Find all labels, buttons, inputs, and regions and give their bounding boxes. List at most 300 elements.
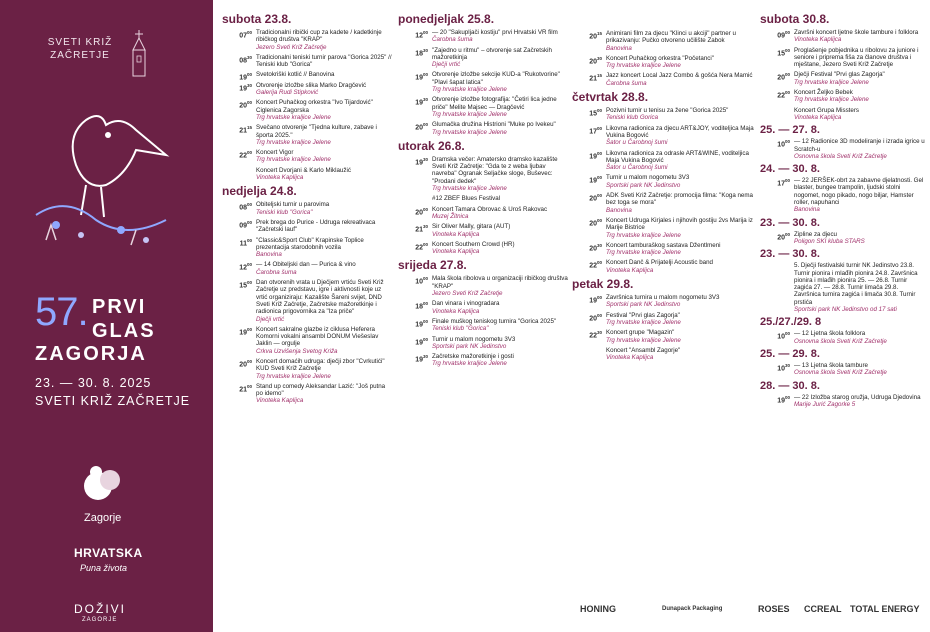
event-location: Teniski klub Gorica: [606, 114, 659, 122]
event-text: Koncert Danč & Prijatelji Acoustic band: [606, 259, 713, 267]
event-hour: 10: [415, 278, 423, 286]
event-text: — 22 JERŠEK-obrt za zabavne djelatnosti. Gel blaster, bungee trampolin, ljudski stolni nogomet, nogo pikado, nogo biljar, Hamster roller, napuhanci: [794, 177, 924, 207]
event-item: [398, 300, 568, 315]
event-hour: 20: [589, 33, 597, 41]
event-text: Koncert Puhačkog orkestra "Početanci": [606, 54, 714, 62]
event-text: Koncert Tamara Obrovac & Uroš Rakovac: [432, 205, 548, 213]
event-location: Sportski park NK Jedinstvo: [606, 181, 681, 189]
event-item: [398, 71, 568, 93]
event-time: [760, 177, 790, 188]
event-item: [398, 121, 568, 136]
sponsor-bar: [580, 596, 920, 626]
event-minute: 30: [422, 97, 428, 103]
event-hour: 20: [589, 195, 597, 203]
event-minute: 30: [596, 330, 602, 336]
event-time: [760, 138, 790, 149]
event-time: [222, 279, 252, 290]
event-location: Trg hrvatske kraljice Jelene: [606, 62, 681, 70]
event-location: Čarobna šuma: [606, 79, 647, 87]
sponsor-logo: ROSES: [758, 604, 790, 614]
event-location: Trg hrvatske kraljice Jelene: [606, 249, 681, 257]
event-text: Sir Oliver Mally, gitara (AUT): [432, 223, 511, 231]
sponsor-logo: HONING: [580, 604, 616, 614]
event-hour: 19: [239, 85, 247, 93]
date-range-heading: 25. — 29. 8.: [760, 347, 820, 360]
day-heading: nedjelja 24.8.: [222, 184, 297, 199]
event-item: [222, 261, 392, 276]
event-minute: 30: [422, 156, 428, 162]
event-item: [572, 242, 762, 257]
event-text: Završnica turnira u malom nogometu 3V3: [606, 294, 720, 302]
event-time: [572, 312, 602, 323]
event-text: Dramska večer: Amatersko dramsko kazalište Sveti Križ Začretje: "Gda te z weba ljubav navreba" Ogranak Seljačke sloge, Buševec: "Prodani dedek": [432, 155, 558, 185]
event-hour: 19: [589, 152, 597, 160]
event-minute: 00: [422, 241, 428, 247]
day-heading: utorak 26.8.: [398, 138, 465, 153]
event-item: [572, 150, 762, 172]
event-hour: 17: [589, 128, 597, 135]
event-time: [398, 96, 428, 107]
event-minute: 00: [784, 47, 790, 53]
event-text: Turnir u malom nogometu 3V3: [432, 335, 516, 343]
event-minute: 00: [246, 100, 252, 106]
event-text: — 14 Obiteljski dan — Purica & vino: [256, 261, 356, 269]
event-location: Marije Jurić Zagorke 5: [794, 400, 856, 408]
event-hour: 08: [239, 204, 247, 212]
festival-word1: PRVI: [92, 296, 147, 318]
event-time: [572, 107, 602, 118]
event-location: Vinoteka Kaplijca: [256, 397, 304, 405]
event-item: [222, 149, 392, 164]
event-location: Trg hrvatske kraljice Jelene: [256, 113, 331, 121]
event-minute: 00: [246, 202, 252, 208]
event-text: Tradicionalni ribički cup za kadete / kadetkinje ribičkog društva "KRAP": [256, 29, 382, 44]
event-hour: 19: [415, 99, 423, 107]
event-hour: 20: [415, 124, 423, 132]
event-hour: 20: [239, 102, 247, 110]
event-text: — 22 Izložba starog oružja, Udruga Djedovina: [794, 393, 921, 401]
event-hour: 22: [589, 332, 597, 340]
event-item: [760, 138, 925, 160]
event-hour: 20: [589, 314, 597, 322]
event-time: [572, 174, 602, 185]
event-location: Trg hrvatske kraljice Jelene: [794, 78, 869, 86]
event-item: [760, 47, 925, 69]
event-minute: 00: [246, 219, 252, 225]
event-minute: 00: [246, 358, 252, 364]
event-minute: 00: [596, 175, 602, 181]
event-text: Koncert Vigor: [256, 149, 294, 157]
event-location: Vinoteka Kaplijca: [256, 174, 304, 182]
event-item: [760, 29, 925, 44]
event-time: [398, 318, 428, 329]
event-location: Trg hrvatske kraljice Jelene: [606, 336, 681, 344]
event-item: [398, 318, 568, 333]
event-time: [398, 300, 428, 311]
event-minute: 00: [246, 30, 252, 35]
event-hour: 10: [777, 365, 785, 373]
event-location: Jezero Sveti Križ Začretje: [432, 290, 503, 298]
event-hour: 20: [239, 361, 247, 369]
event-location: Šator u Čarobnoj šumi: [606, 139, 668, 147]
festival-number: 57.: [35, 290, 88, 334]
event-time: [222, 219, 252, 230]
event-item: [572, 294, 762, 309]
event-time: [222, 99, 252, 110]
event-time: [222, 54, 252, 65]
event-location: Trg hrvatske kraljice Jelene: [606, 318, 681, 326]
event-minute: 00: [596, 193, 602, 199]
event-minute: 15: [596, 73, 602, 79]
event-minute: 00: [246, 383, 252, 389]
event-text: Otvorenje izložbe slika Marko Dragčević: [256, 81, 367, 89]
event-time: [572, 72, 602, 83]
event-hour: 15: [589, 110, 597, 118]
event-hour: 21: [239, 127, 247, 135]
event-minute: 00: [422, 336, 428, 342]
event-minute: 00: [784, 394, 790, 400]
event-item: [222, 358, 392, 380]
event-time: [572, 294, 602, 305]
event-hour: 20: [777, 74, 785, 82]
event-location: Teniski klub "Gorica": [432, 325, 489, 333]
event-location: Poligon SKI kluba STARS: [794, 237, 865, 245]
event-time: [572, 242, 602, 253]
event-location: Vinoteka Kaplijca: [794, 36, 842, 44]
sponsor-logo: TOTAL ENERGY: [850, 604, 920, 614]
event-item: [398, 336, 568, 351]
event-location: Vinoteka Kaplijca: [606, 266, 654, 274]
event-time: [222, 237, 252, 248]
event-minute: 00: [596, 312, 602, 318]
event-minute: 00: [246, 237, 252, 243]
event-text: Mala škola ribolova u organizaciji ribičkog društva "KRAP": [432, 275, 568, 290]
event-time: [398, 336, 428, 347]
event-time: [222, 82, 252, 93]
event-minute: 00: [422, 318, 428, 324]
event-text: Koncert grupe "Magazin": [606, 329, 675, 337]
event-item: [222, 326, 392, 355]
event-minute: 00: [784, 178, 790, 184]
event-minute: 00: [596, 217, 602, 223]
event-time: [222, 29, 252, 40]
event-minute: 00: [596, 295, 602, 301]
event-location: Trg hrvatske kraljice Jelene: [606, 231, 681, 239]
event-minute: 00: [422, 206, 428, 212]
event-text: Prek brega do Purice - Udruga rekreativaca "Začretski lauf": [256, 218, 376, 234]
event-hour: 22: [415, 244, 423, 252]
event-time: [222, 261, 252, 272]
event-minute: 15: [596, 31, 602, 36]
event-item: [572, 329, 762, 344]
event-hour: 19: [415, 356, 423, 364]
event-location: Vinoteka Kaplijca: [432, 230, 480, 238]
event-text: #12 ZBEF Blues Festival: [432, 195, 501, 203]
event-hour: 19: [589, 177, 597, 185]
event-minute: 30: [784, 362, 790, 368]
event-hour: 10: [777, 333, 785, 341]
event-time: [398, 353, 428, 364]
event-item: [572, 174, 762, 189]
day-heading: srijeda 27.8.: [398, 258, 467, 273]
event-time: [572, 329, 602, 340]
event-time: [760, 47, 790, 58]
event-text: Koncert Puhačkog orkestra "Ivo Tijardović" Ciglenica Zagorska: [256, 99, 373, 114]
event-text: Likovna radionica za djecu ART&JOY, voditeljica Maja Vukina Bogović: [606, 124, 754, 139]
event-hour: 20: [589, 220, 597, 228]
event-item: [760, 330, 925, 345]
event-text: Proglašenje pobjednika u ribolovu za juniore i seniore i priprema fiša za članove društva i mještane, Jezero Sveti Križ Začretje: [794, 46, 919, 69]
event-item: [572, 259, 762, 274]
event-text: Finale muškog teniskog turnira "Gorica 2025": [432, 317, 557, 325]
event-item: [398, 195, 568, 202]
event-text: ADK Sveti Križ Začretje: promocija filma: "Koga nema bez toga se mora": [606, 192, 753, 207]
event-location: Dječji vrtić: [432, 61, 461, 69]
date-range-heading: 23. — 30. 8.: [760, 248, 820, 261]
event-text: Koncert domaćih udruga: dječji zbor "Cvrkutići" KUD Sveti Križ Začretje: [256, 357, 385, 373]
event-item: [760, 262, 925, 313]
event-location: Trg hrvatske kraljice Jelene: [432, 86, 507, 94]
event-time: [760, 394, 790, 405]
event-hour: 12: [239, 264, 247, 272]
event-minute: 30: [596, 242, 602, 248]
event-location: Sportski park NK Jedinstvo: [432, 342, 507, 350]
event-location: Muzej Žitnica: [432, 212, 469, 220]
event-text: Završni koncert ljetne škole tambure i folklora: [794, 29, 919, 36]
event-hour: 19: [589, 297, 597, 305]
event-hour: 21: [589, 75, 597, 83]
event-text: — 20 "Sakupljači kostiju" prvi Hrvatski VR film: [432, 29, 558, 36]
event-hour: 20: [777, 233, 785, 241]
date-range-heading: 25./27./29. 8: [760, 316, 822, 329]
event-time: [398, 156, 428, 167]
event-item: [222, 237, 392, 259]
day-heading: subota 30.8.: [760, 12, 830, 26]
event-item: [572, 312, 762, 327]
brand-line1: SVETI KRIŽ: [47, 37, 113, 48]
event-item: [760, 107, 925, 122]
event-hour: 19: [415, 159, 423, 167]
event-item: [398, 241, 568, 256]
event-item: [222, 279, 392, 323]
event-time: [222, 201, 252, 212]
event-location: Vinoteka Kaplijca: [432, 307, 480, 315]
festival-dates: 23. — 30. 8. 2025: [35, 376, 152, 390]
event-item: [572, 347, 762, 362]
event-time: [398, 71, 428, 82]
day-heading: petak 29.8.: [572, 277, 634, 292]
brand: [30, 36, 130, 62]
event-minute: 00: [784, 331, 790, 337]
event-time: [572, 217, 602, 228]
event-item: [222, 99, 392, 121]
event-location: Trg hrvatske kraljice Jelene: [256, 156, 331, 164]
event-hour: 20: [415, 208, 423, 216]
event-text: Pozivni turnir u tenisu za žene "Gorica 2025": [606, 107, 729, 115]
zagorje-label: Zagorje: [84, 512, 122, 524]
event-time: [760, 89, 790, 100]
event-item: [572, 192, 762, 214]
event-item: [572, 217, 762, 239]
date-range-heading: 25. — 27. 8.: [760, 124, 820, 137]
event-time: [572, 55, 602, 66]
event-location: Banovina: [606, 44, 632, 52]
event-hour: 12: [415, 32, 423, 40]
event-time: [572, 259, 602, 270]
dozivi-logo: DOŽIVI: [74, 602, 127, 616]
event-minute: 00: [784, 231, 790, 237]
event-time: [572, 125, 602, 136]
event-hour: 18: [415, 303, 423, 311]
sponsor-logo: CCREAL: [804, 604, 842, 614]
event-text: Animirani film za djecu "Klinci u akciji" partner u prikazivanju: Pučko otvoreno učilište Zabok: [606, 30, 736, 45]
event-location: Banovina: [256, 251, 282, 259]
event-item: [572, 125, 762, 147]
event-location: Banovina: [606, 206, 632, 214]
event-hour: 22: [589, 262, 597, 270]
event-minute: 00: [784, 72, 790, 78]
date-range-heading: 24. — 30. 8.: [760, 163, 820, 176]
event-location: Osnovna škola Sveti Križ Začretje: [794, 337, 887, 345]
event-text: Koncert tamburaškog sastava Džentlmeni: [606, 241, 721, 249]
event-time: [760, 29, 790, 40]
event-location: Šator u Čarobnoj šumi: [606, 164, 668, 172]
event-item: [398, 275, 568, 297]
event-hour: 08: [239, 57, 247, 65]
event-text: Koncert sakralne glazbe iz ciklusa Heferera Komorni vokalni ansambl DONUM Viešeslav Jaklin — orgulje: [256, 325, 379, 348]
event-text: Dan otvorenih vrata u Dječjem vrtiću Sveti Križ Začretje uz predstavu, igre i aktivnosti koje uz vrtić organiziraju: Kazalište Šareni svijet, DND Sveti Križ Začretje, Začretske mažoretkinje i radionica prigovornika za "Iza priče": [256, 279, 384, 316]
event-text: "Classic&Sport Club" Krapinske Toplice prezentacija starodobnih vozila: [256, 236, 364, 251]
event-text: Tradicionalni teniski turnir parova "Gorica 2025" // Teniski klub "Gorica": [256, 53, 392, 69]
event-text: Koncert Željko Bebek: [794, 89, 853, 97]
dozivi-sub: ZAGORJE: [82, 617, 118, 623]
event-minute: 00: [784, 90, 790, 96]
event-location: Vinoteka Kaplijca: [432, 248, 480, 256]
event-minute: 30: [596, 55, 602, 61]
event-time: [398, 29, 428, 40]
event-hour: 22: [777, 92, 785, 100]
event-item: [222, 29, 392, 51]
brand-line2: ZAČRETJE: [50, 50, 110, 61]
event-hour: 19: [415, 321, 423, 329]
event-item: [572, 30, 762, 52]
event-hour: 18: [415, 49, 423, 57]
event-minute: 30: [422, 224, 428, 230]
event-text: Festival "Prvi glas Zagorja": [606, 311, 680, 319]
event-text: Koncert Southern Crowd (HR): [432, 240, 515, 248]
event-text: Koncert Dvorjani & Karlo Miklaužić: [256, 166, 351, 174]
event-hour: 15: [239, 282, 247, 290]
event-minute: 00: [246, 262, 252, 268]
event-minute: 00: [422, 276, 428, 282]
event-item: [222, 82, 392, 97]
event-time: [760, 330, 790, 341]
event-location: Trg hrvatske kraljice Jelene: [256, 372, 331, 380]
event-location: Trg hrvatske kraljice Jelene: [794, 96, 869, 104]
event-text: Glumačka družina Histrioni "Muke po Ivekeu": [432, 121, 556, 129]
event-text: Svečano otvorenje "Tjedna kulture, zabave i športa 2025.": [256, 124, 377, 139]
event-item: [572, 55, 762, 70]
event-minute: 30: [422, 354, 428, 360]
event-time: [398, 241, 428, 252]
event-item: [222, 201, 392, 216]
event-hour: 20: [589, 245, 597, 253]
event-item: [398, 206, 568, 221]
sponsor-logo: Dunapack Packaging: [662, 606, 723, 612]
event-item: [398, 223, 568, 238]
event-location: Trg hrvatske kraljice Jelene: [432, 128, 507, 136]
schedule-column-2: [398, 10, 568, 371]
event-item: [572, 72, 762, 87]
event-hour: 17: [777, 180, 785, 188]
event-text: "Zajedno u ritmu" – otvorenje sat Začretskih mažoretkinja: [432, 46, 552, 61]
event-text: Likovna radionica za odrasle ART&WINE, voditeljica Maja Vukina Bogović: [606, 149, 749, 164]
event-location: Trg hrvatske kraljice Jelene: [256, 138, 331, 146]
event-time: [760, 231, 790, 242]
event-item: [760, 394, 925, 409]
event-minute: 00: [596, 125, 602, 131]
event-location: Trg hrvatske kraljice Jelene: [432, 185, 507, 193]
event-time: [222, 383, 252, 394]
event-text: Svetokriški kotlić // Banovina: [256, 71, 335, 79]
event-time: [572, 30, 602, 41]
hrvatska-tagline: Puna života: [80, 563, 128, 573]
schedule-column-3: [572, 30, 762, 364]
event-item: [222, 219, 392, 234]
church-icon: [128, 30, 150, 78]
event-hour: 19: [415, 74, 423, 82]
event-location: Jezero Sveti Križ Začretje: [256, 43, 327, 51]
event-minute: 00: [246, 280, 252, 286]
event-minute: 00: [422, 72, 428, 78]
event-text: Otvorenje izložbe sekcije KUD-a "Rukotvorine" "Plavi šapat latica": [432, 71, 560, 86]
event-location: Teniski klub "Gorica": [256, 208, 313, 216]
event-text: Dan vinara i vinogradara: [432, 300, 500, 308]
event-minute: 00: [784, 30, 790, 35]
event-text: Obiteljski turnir u parovima: [256, 201, 330, 209]
event-minute: 00: [784, 139, 790, 145]
event-time: [398, 47, 428, 58]
event-location: Vinoteka Kaplijca: [606, 354, 654, 362]
event-time: [572, 150, 602, 161]
event-item: [398, 353, 568, 368]
event-time: [572, 192, 602, 203]
event-hour: 19: [415, 338, 423, 346]
event-text: — 12 Radionice 3D modeliranje i izrada igrice u Scratch-u: [794, 138, 925, 153]
event-location: Čarobna šuma: [256, 268, 297, 276]
event-location: Trg hrvatske kraljice Jelene: [432, 360, 507, 368]
event-item: [398, 29, 568, 44]
event-item: [760, 177, 925, 213]
event-time: [222, 71, 252, 82]
event-hour: 20: [589, 58, 597, 66]
event-location: Osnovna škola Sveti Križ Začretje: [794, 152, 887, 160]
event-text: 5. Dječji festivalski turnir NK Jedinstvo 23.8. Turnir pionira i mlađih pionira 24.8. Završnica pionira i mlađih pionira 25. — 26.8. Turnir zagića 27. — 28.8. Turnir limača 29.8. Završnica turnira zagića i limača 30.8. Turnir prstića: [794, 262, 918, 306]
event-hour: 09: [777, 32, 785, 40]
event-item: [222, 71, 392, 82]
event-hour: 19: [777, 396, 785, 404]
zagorje-logo-icon: [78, 458, 128, 508]
event-time: [222, 149, 252, 160]
event-time: [222, 326, 252, 337]
event-time: [398, 223, 428, 234]
event-text: Dječji Festival "Prvi glas Zagorja": [794, 71, 885, 79]
event-minute: 00: [596, 108, 602, 114]
event-item: [222, 167, 392, 182]
event-time: [398, 121, 428, 132]
event-item: [760, 71, 925, 86]
event-text: Začretske mažoretkinje i gosti: [432, 353, 514, 361]
